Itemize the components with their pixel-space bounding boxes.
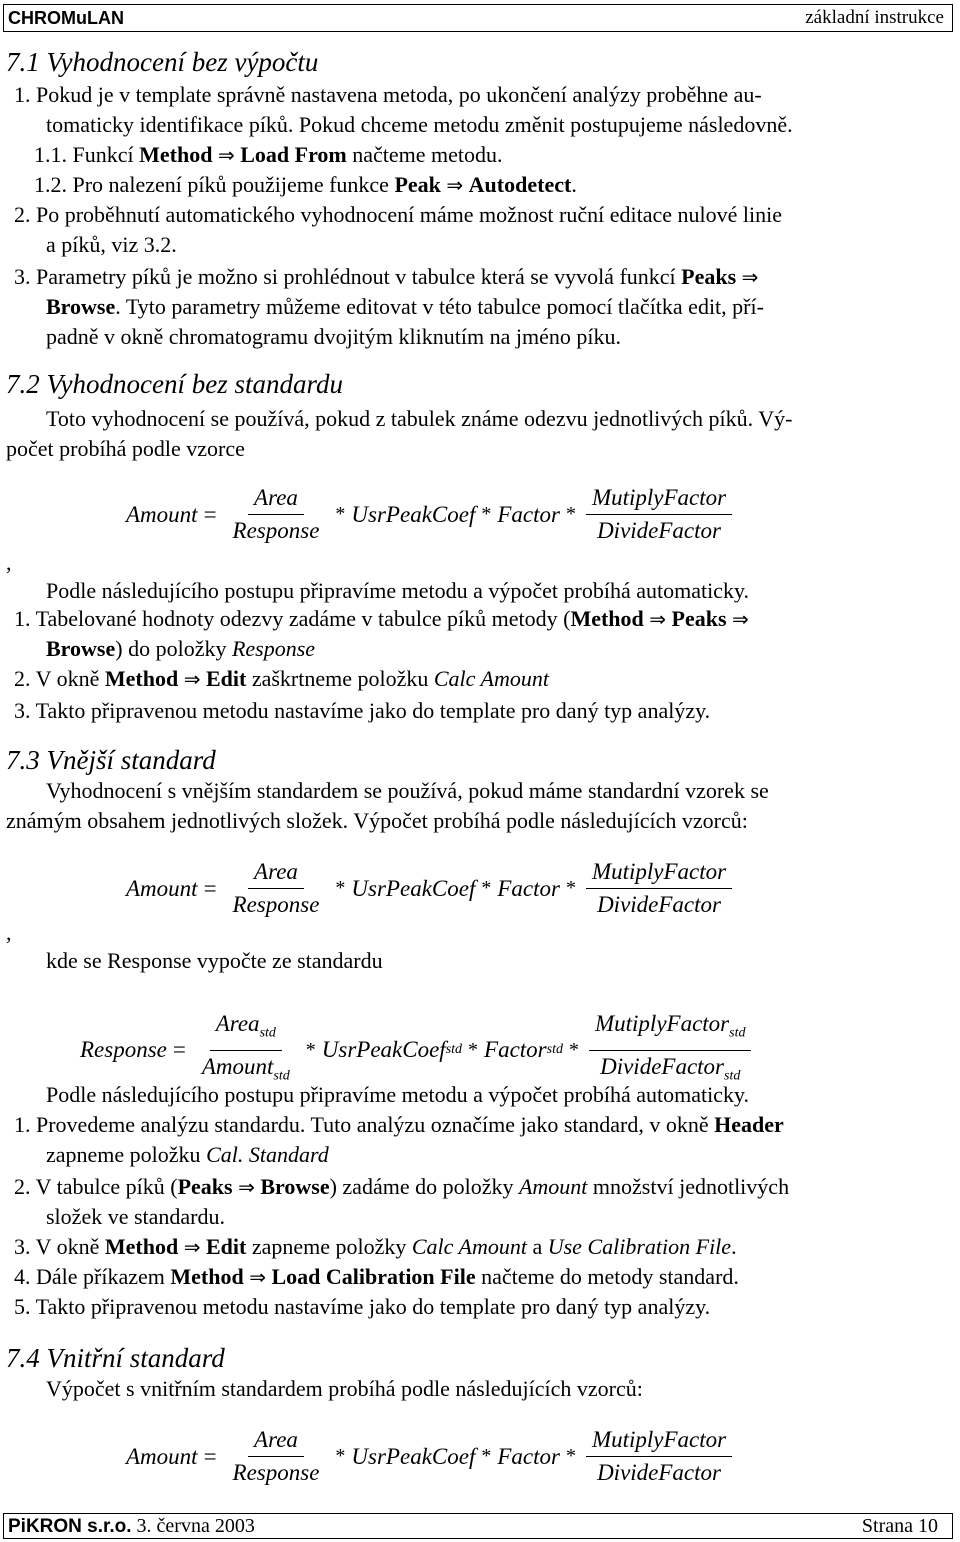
s71-line-4: 1.2. Pro nalezení píků použijeme funkce Peak ⇒ Autodetect. — [34, 172, 577, 197]
arrow-icon: ⇒ — [183, 1235, 201, 1259]
formula-comma: , — [6, 920, 12, 945]
s73-line-3: kde se Response vypočte ze standardu — [46, 948, 383, 973]
s72-line-2: počet probíhá podle vzorce — [6, 436, 245, 461]
arrow-icon: ⇒ — [249, 1265, 266, 1289]
s73-line-11: 5. Takto připravenou metodu nastavíme jako do template pro daný typ analýzy. — [14, 1294, 711, 1319]
s73-line-2: známým obsahem jednotlivých složek. Výpočet probíhá podle následujících vzorců: — [6, 808, 748, 833]
arrow-icon: ⇒ — [732, 607, 749, 631]
s71-line-9: padně v okně chromatogramu dvojitým kliknutím na jméno píku. — [46, 324, 621, 349]
header-title: CHROMuLAN — [8, 8, 124, 28]
arrow-icon: ⇒ — [183, 667, 201, 691]
s73-line-4: Podle následujícího postupu připravíme metodu a výpočet probíhá automaticky. — [46, 1082, 750, 1107]
s73-line-8: složek ve standardu. — [46, 1204, 225, 1229]
formula-amount-2: Amount = $\frac{\text{Area}}{\text{Response}}$ * UsrPeakCoef * Factor * $\frac{\text{MutiplyFactor}}{\text{DivideFactor}}$ — [126, 858, 736, 919]
s73-line-1: Vyhodnocení s vnějším standardem se používá, pokud máme standardní vzorek se — [46, 778, 769, 803]
s73-line-9: 3. V okně Method ⇒ Edit zapneme položky Calc Amount a Use Calibration File. — [14, 1234, 737, 1259]
s73-line-10: 4. Dále příkazem Method ⇒ Load Calibration File načteme do metody standard. — [14, 1264, 739, 1289]
formula-comma: , — [6, 550, 12, 575]
footer-left — [8, 1516, 255, 1537]
s71-line-1: 1. Pokud je v template správně nastavena metoda, po ukončení analýzy proběhne au- — [14, 82, 762, 107]
s74-line-1: Výpočet s vnitřním standardem probíhá podle následujících vzorců: — [46, 1376, 643, 1401]
section-title-7-4: 7.4 Vnitřní standard — [6, 1343, 225, 1373]
arrow-icon: ⇒ — [741, 265, 759, 289]
s71-line-2: tomaticky identifikace píků. Pokud chceme metodu změnit postupujeme následovně. — [46, 112, 793, 137]
s72-line-5: Browse) do položky Response — [46, 636, 316, 661]
s71-line-6: a píků, viz 3.2. — [46, 232, 177, 257]
menu-browse: Browse — [46, 294, 116, 319]
s72-line-3: Podle následujícího postupu připravíme metodu a výpočet probíhá automaticky. — [46, 578, 750, 603]
s71-line-3: 1.1. Funkcí Method ⇒ Load From načteme metodu. — [34, 142, 503, 167]
menu-method: Method — [139, 142, 213, 167]
formula-response: Response = $\frac{Area_{std}}{Amount_{std}}$ * UsrPeakCoef std * Factor std * $\frac{MutiplyFactor_{std}}{DivideFactor_{std}}$ — [80, 1010, 755, 1090]
page-header — [3, 4, 953, 32]
menu-load-from: Load From — [240, 142, 347, 167]
page-footer — [3, 1513, 953, 1539]
section-title-7-1: 7.1 Vyhodnocení bez výpočtu — [6, 47, 319, 77]
menu-autodetect: Autodetect — [468, 172, 572, 197]
s73-line-6: zapneme položku Cal. Standard — [46, 1142, 329, 1167]
formula-amount-1: Amount = $\frac{\text{Area}}{\text{Response}}$ * UsrPeakCoef * Factor * $\frac{\text{MutiplyFactor}}{\text{DivideFactor}}$ — [126, 484, 736, 545]
s73-line-5: 1. Provedeme analýzu standardu. Tuto analýzu označíme jako standard, v okně Header — [14, 1112, 784, 1137]
s73-line-7: 2. V tabulce píků (Peaks ⇒ Browse) zadáme do položky Amount množství jednotlivých — [14, 1174, 790, 1199]
s72-line-7: 3. Takto připravenou metodu nastavíme jako do template pro daný typ analýzy. — [14, 698, 711, 723]
footer-date: 3. června 2003 — [136, 1515, 255, 1537]
s71-line-8: Browse. Tyto parametry můžeme editovat v této tabulce pomocí tlačítka edit, pří- — [46, 294, 764, 319]
s72-line-6: 2. V okně Method ⇒ Edit zaškrtneme položku Calc Amount — [14, 666, 549, 691]
section-title-7-3: 7.3 Vnější standard — [6, 745, 216, 775]
s71-line-5: 2. Po proběhnutí automatického vyhodnocení máme možnost ruční editace nulové linie — [14, 202, 782, 227]
arrow-icon: ⇒ — [446, 173, 464, 197]
menu-peaks: Peaks — [681, 264, 737, 289]
section-title-7-2: 7.2 Vyhodnocení bez standardu — [6, 369, 343, 399]
footer-page-number: Strana 10 — [861, 1515, 938, 1537]
header-subtitle: základní instrukce — [805, 7, 944, 28]
s72-line-1: Toto vyhodnocení se používá, pokud z tabulek známe odezvu jednotlivých píků. Vý- — [46, 406, 793, 431]
s71-line-7: 3. Parametry píků je možno si prohlédnout v tabulce která se vyvolá funkcí Peaks ⇒ — [14, 264, 759, 289]
arrow-icon: ⇒ — [238, 1175, 255, 1199]
s72-line-4: 1. Tabelované hodnoty odezvy zadáme v tabulce píků metody (Method ⇒ Peaks ⇒ — [14, 606, 749, 631]
menu-peak: Peak — [394, 172, 441, 197]
formula-amount-3: Amount = $\frac{\text{Area}}{\text{Response}}$ * UsrPeakCoef * Factor * $\frac{\text{MutiplyFactor}}{\text{DivideFactor}}$ — [126, 1426, 736, 1487]
footer-brand: PiKRON s.r.o. — [8, 1516, 132, 1537]
arrow-icon: ⇒ — [649, 607, 667, 631]
arrow-icon: ⇒ — [217, 143, 235, 167]
